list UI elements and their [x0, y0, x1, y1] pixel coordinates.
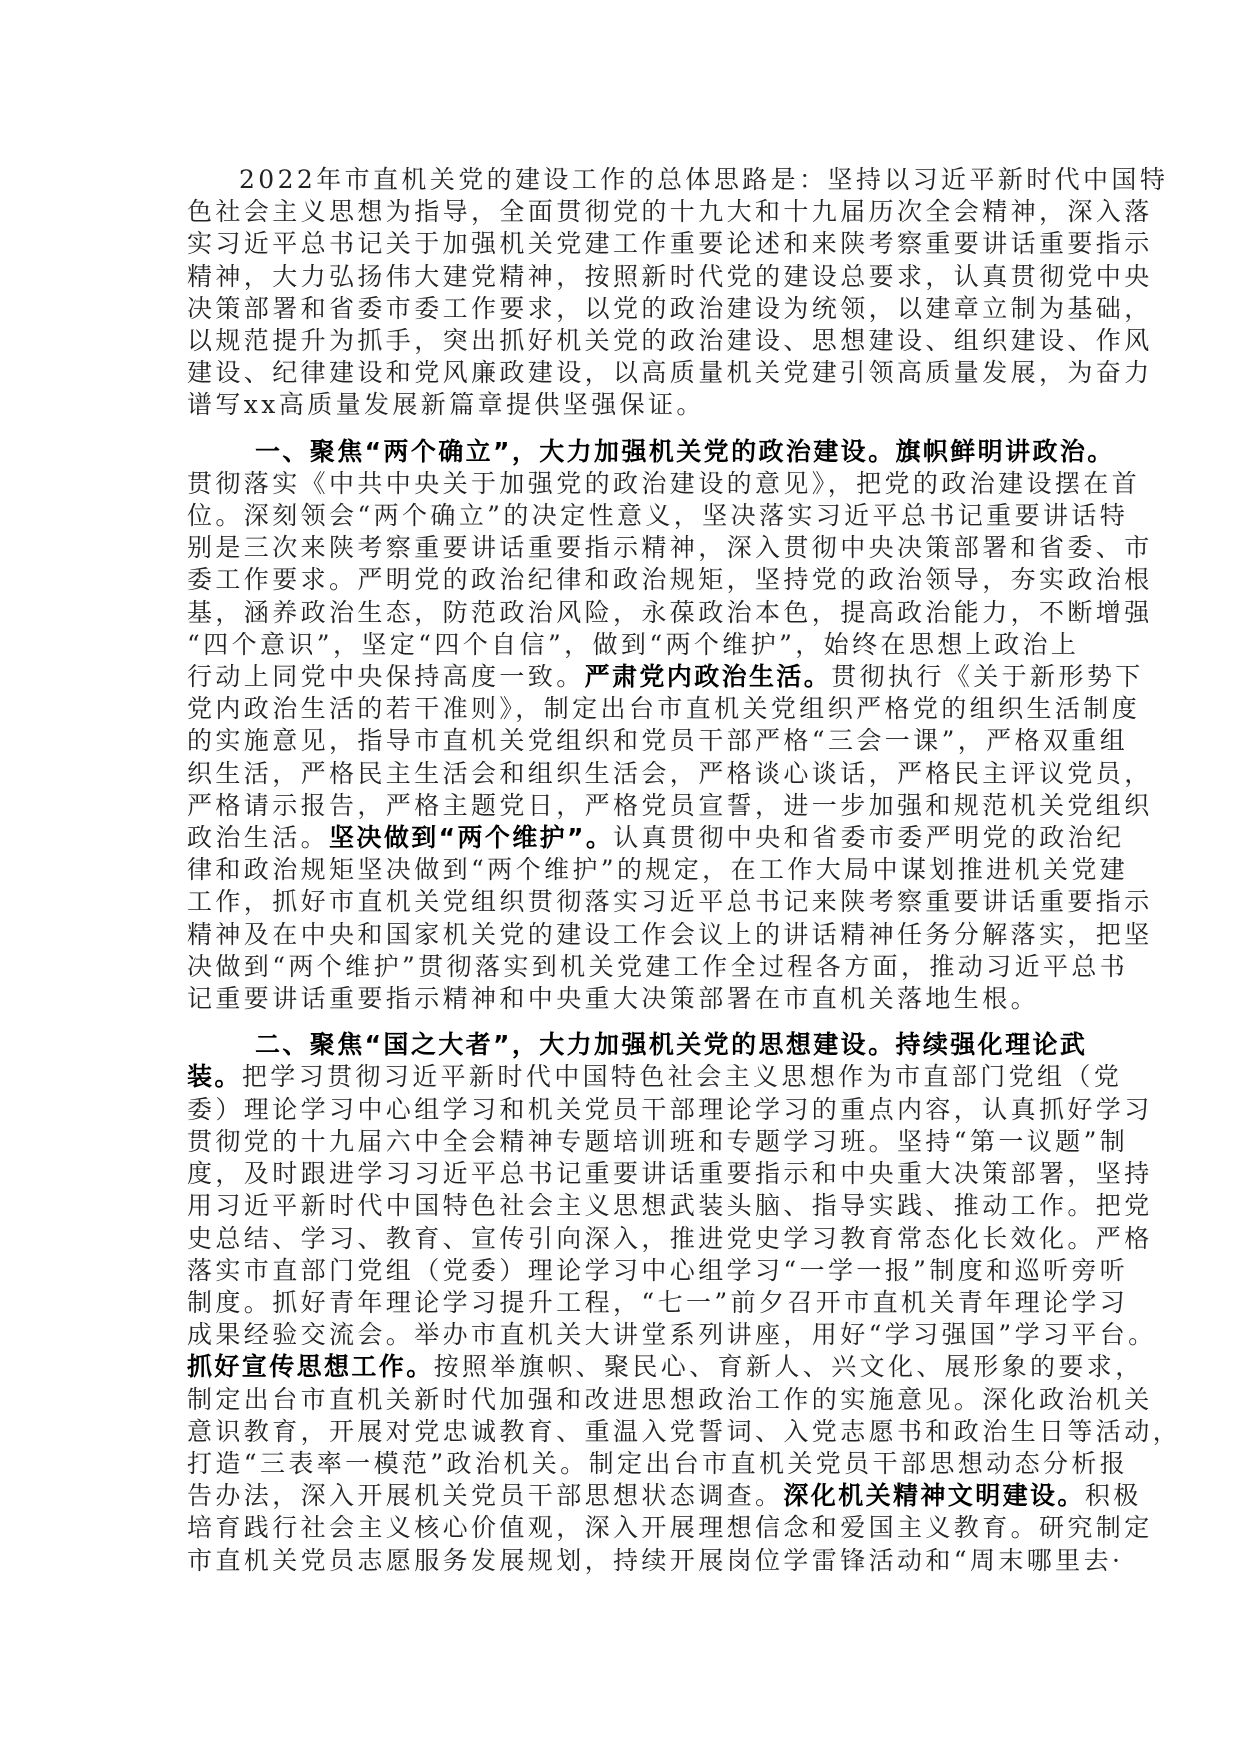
text-line: 实习近平总书记关于加强机关党建工作重要论述和来陕考察重要讲话重要指示: [187, 229, 1153, 259]
text-line: 党内政治生活的若干准则》，制定出台市直机关党组织严格党的组织生活制度: [187, 694, 1141, 724]
text-run: 政治生活。: [187, 823, 330, 853]
text-line: 谱写xx高质量发展新篇章提供坚强保证。: [187, 390, 705, 420]
subheading-propaganda-work: 抓好宣传思想工作。: [187, 1352, 434, 1382]
text-run: 告办法，深入开展机关党员干部思想状态调查。: [187, 1481, 784, 1511]
text-line: 制定出台市直机关新时代加强和改进思想政治工作的实施意见。深化政治机关: [187, 1384, 1153, 1414]
text-run: 把学习贯彻习近平新时代中国特色社会主义思想作为市直部门党组（党: [241, 1062, 1123, 1092]
text-line: 委）理论学习中心组学习和机关党员干部理论学习的重点内容，认真抓好学习: [187, 1094, 1153, 1124]
text-line: [187, 822, 1125, 854]
paragraph-gap: [187, 422, 1067, 436]
text-run: 积极: [1084, 1481, 1142, 1511]
text-line: 成果经验交流会。举办市直机关大讲堂系列讲座，用好“学习强国”学习平台。: [187, 1320, 1157, 1350]
heading-continuation: 装。: [187, 1062, 242, 1092]
text-line: 打造“三表率一模范”政治机关。制定出台市直机关党员干部思想动态分析报: [187, 1448, 1129, 1478]
section-1-heading: 一、聚焦“两个确立”，大力加强机关党的政治建设。旗帜鲜明讲政治。: [255, 436, 1115, 466]
document-page: [187, 164, 1182, 1577]
text-line: 史总结、学习、教育、宣传引向深入，推进党史学习教育常态化长效化。严格: [187, 1223, 1153, 1253]
text-line: [187, 1480, 1142, 1512]
text-line: 市直机关党员志愿服务发展规划，持续开展岗位学雷锋活动和“周末哪里去·: [187, 1545, 1124, 1575]
text-run: 行动上同党中央保持高度一致。: [187, 662, 585, 692]
text-line: 贯彻党的十九届六中全会精神专题培训班和专题学习班。坚持“第一议题”制: [187, 1126, 1129, 1156]
text-line: 的实施意见，指导市直机关党组织和党员干部严格“三会一课”，严格双重组: [187, 726, 1129, 756]
text-line: 记重要讲话重要指示精神和中央重大决策部署在市直机关落地生根。: [187, 984, 1040, 1014]
text-line: 落实市直部门党组（党委）理论学习中心组学习“一学一报”制度和巡听旁听: [187, 1255, 1129, 1285]
text-line: 基，涵养政治生态，防范政治风险，永葆政治本色，提高政治能力，不断增强: [187, 597, 1153, 627]
text-line: [187, 1351, 1144, 1383]
text-line: 贯彻落实《中共中央关于加强党的政治建设的意见》，把党的政治建设摆在首: [187, 468, 1141, 498]
section-2-heading: 二、聚焦“国之大者”，大力加强机关党的思想建设。持续强化理论武: [255, 1030, 1088, 1060]
text-line: 用习近平新时代中国特色社会主义思想武装头脑、指导实践、推动工作。把党: [187, 1191, 1153, 1221]
text-line: 精神及在中央和国家机关党的建设工作会议上的讲话精神任务分解落实，把坚: [187, 919, 1153, 949]
section-2-paragraph: [187, 1029, 1182, 1576]
text-line: 精神，大力弘扬伟大建党精神，按照新时代党的建设总要求，认真贯彻党中央: [187, 261, 1153, 291]
text-line: 律和政治规矩坚决做到“两个维护”的规定，在工作大局中谋划推进机关党建: [187, 855, 1129, 885]
text-line: 别是三次来陕考察重要讲话重要指示精神，深入贯彻中央决策部署和省委、市: [187, 533, 1153, 563]
subheading-two-safeguards: 坚决做到“两个维护”。: [329, 823, 614, 853]
subheading-spiritual-civilization: 深化机关精神文明建设。: [783, 1481, 1085, 1511]
text-line: 委工作要求。严明党的政治纪律和政治规矩，坚持党的政治领导，夯实政治根: [187, 565, 1153, 595]
text-line: [187, 1061, 1123, 1093]
paragraph-gap: [187, 1015, 1067, 1029]
text-line: 工作，抓好市直机关党组织贯彻落实习近平总书记来陕考察重要讲话重要指示: [187, 887, 1153, 917]
text-line: 度，及时跟进学习习近平总书记重要讲话重要指示和中央重大决策部署，坚持: [187, 1159, 1153, 1189]
intro-paragraph: [187, 164, 1169, 422]
text-line: 严格请示报告，严格主题党日，严格党员宣誓，进一步加强和规范机关党组织: [187, 790, 1153, 820]
text-run: 认真贯彻中央和省委市委严明党的政治纪: [613, 823, 1125, 853]
text-line: 2022年市直机关党的建设工作的总体思路是：坚持以习近平新时代中国特: [239, 165, 1169, 194]
text-line: 织生活，严格民主生活会和组织生活会，严格谈心谈话，严格民主评议党员，: [187, 758, 1153, 788]
text-line: “四个意识”，坚定“四个自信”，做到“两个维护”，始终在思想上政治上: [187, 629, 1080, 659]
text-line: 制度。抓好青年理论学习提升工程，“七一”前夕召开市直机关青年理论学习: [187, 1287, 1129, 1317]
section-1-paragraph: [187, 436, 1153, 1016]
subheading-strict-political-life: 严肃党内政治生活。: [584, 662, 832, 692]
text-run: 按照举旗帜、聚民心、育新人、兴文化、展形象的要求，: [433, 1352, 1144, 1382]
text-line: [187, 661, 1144, 693]
text-line: 建设、纪律建设和党风廉政建设，以高质量机关党建引领高质量发展，为奋力: [187, 358, 1153, 388]
text-line: 色社会主义思想为指导，全面贯彻党的十九大和十九届历次全会精神，深入落: [187, 197, 1153, 227]
text-line: 培育践行社会主义核心价值观，深入开展理想信念和爱国主义教育。研究制定: [187, 1513, 1153, 1543]
text-line: 决做到“两个维护”贯彻落实到机关党建工作全过程各方面，推动习近平总书: [187, 951, 1129, 981]
text-line: 决策部署和省委市委工作要求，以党的政治建设为统领，以建章立制为基础，: [187, 293, 1153, 323]
text-line: 以规范提升为抓手，突出抓好机关党的政治建设、思想建设、组织建设、作风: [187, 326, 1153, 356]
text-line: 位。深刻领会“两个确立”的决定性意义，坚决落实习近平总书记重要讲话特: [187, 501, 1129, 531]
text-line: 意识教育，开展对党忠诚教育、重温入党誓词、入党志愿书和政治生日等活动，: [187, 1416, 1182, 1446]
text-run: 贯彻执行《关于新形势下: [831, 662, 1144, 692]
